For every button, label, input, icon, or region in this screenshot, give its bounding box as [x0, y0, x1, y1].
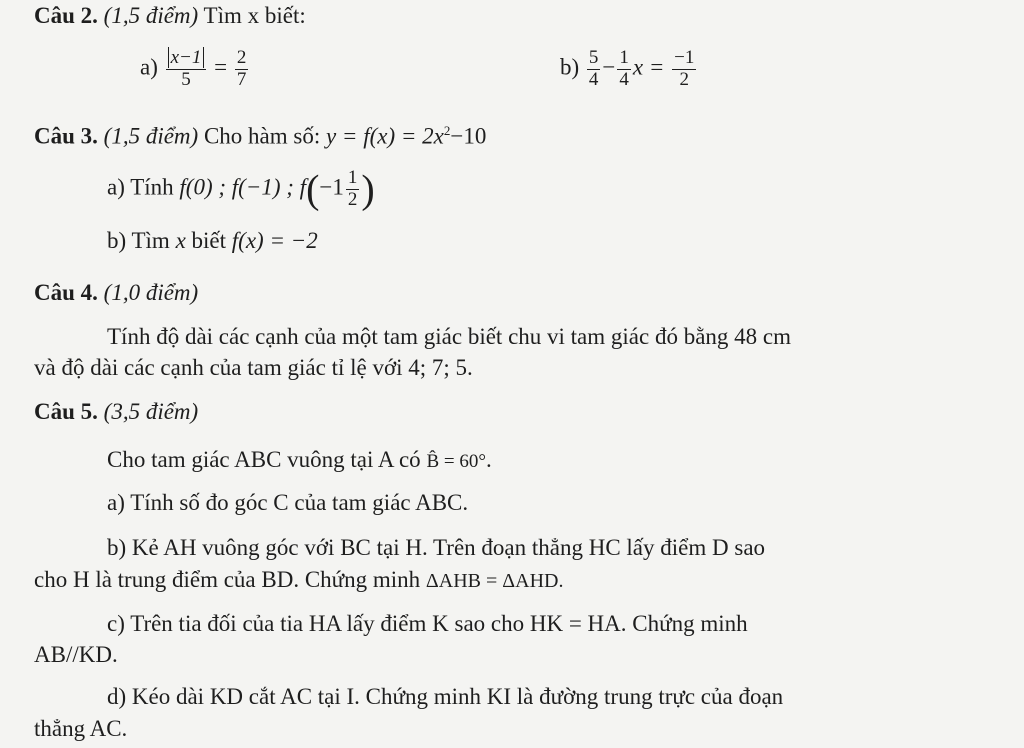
q2-b-rhs	[672, 48, 696, 91]
q5-b2	[34, 568, 563, 591]
q5-a: a) Tính số đo góc C của tam giác ABC.	[107, 490, 469, 515]
q2-prompt: Tìm x biết:	[203, 3, 306, 28]
q5-points: (3,5 điểm)	[103, 399, 199, 424]
q2-b-frac1	[587, 48, 601, 91]
q3-func: y = f(x) = 2x	[325, 123, 444, 149]
q4-heading	[34, 281, 198, 304]
q4-line2: và độ dài các cạnh của tam giác tỉ lệ với 4; 7; 5.	[34, 355, 473, 380]
q2-b-minus: −	[602, 54, 616, 80]
q3-prompt: Cho hàm số:	[203, 123, 321, 149]
q3-a-mixed-den: 2	[347, 188, 358, 210]
q5-d2: thẳng AC.	[34, 716, 128, 741]
q2-heading	[34, 4, 306, 27]
q2-title: Câu 2.	[34, 3, 98, 28]
q3-heading	[34, 124, 486, 148]
q3-part-b	[107, 229, 318, 252]
q3-part-a: a) Tính f(0) ; f(−1) ; f(−1 $\frac{1}{2}$ )	[107, 166, 375, 212]
q2-part-a	[140, 48, 250, 91]
q4-points: (1,0 điểm)	[103, 280, 199, 305]
q3-a-mixed-frac	[346, 168, 360, 211]
q3-a-label: a) Tính	[107, 174, 174, 200]
q5-b1: b) Kẻ AH vuông góc với BC tại H. Trên đoạn thẳng HC lấy điểm D sao	[107, 535, 766, 560]
q5-c1: c) Trên tia đối của tia HA lấy điểm K sao cho HK = HA. Chứng minh	[107, 611, 748, 636]
q3-func-tail: −10	[450, 123, 487, 149]
q2-b-f1den: 4	[588, 68, 599, 90]
q3-b-x: x	[175, 228, 186, 253]
q5-c2: AB//KD.	[34, 642, 118, 667]
q3-a-vals: f(0) ; f(−1) ; f	[179, 174, 307, 200]
q3-b-text: biết	[191, 228, 227, 253]
q2-a-abs: x−1	[168, 47, 205, 68]
q3-points: (1,5 điểm)	[103, 123, 199, 149]
q5-intro	[107, 448, 492, 471]
q5-heading	[34, 400, 198, 423]
q5-b2-text: cho H là trung điểm của BD. Chứng minh	[34, 567, 421, 592]
q2-b-frac2	[617, 48, 631, 91]
q4-title: Câu 4.	[34, 280, 98, 305]
q2-a-eq: =	[214, 54, 228, 80]
q2-b-label: b)	[560, 54, 580, 80]
q2-a-fraction	[166, 48, 207, 91]
q5-d1: d) Kéo dài KD cắt AC tại I. Chứng minh KI là đường trung trực của đoạn	[107, 684, 784, 709]
q5-intro-text: Cho tam giác ABC vuông tại A có	[107, 447, 421, 472]
q2-b-f1num: 5	[588, 47, 599, 68]
q2-b-f2num: 1	[619, 47, 629, 68]
q4-line1: Tính độ dài các cạnh của một tam giác biết chu vi tam giác đó bằng 48 cm	[107, 324, 792, 349]
q2-b-rnum: −1	[674, 47, 695, 68]
q3-exp: 2	[443, 123, 451, 138]
q3-title: Câu 3.	[34, 123, 98, 149]
q2-b-f2den: 4	[619, 68, 629, 90]
q2-b-rden: 2	[679, 68, 689, 90]
q5-intro-end: .	[485, 447, 492, 472]
q3-b-eq: f(x) = −2	[231, 228, 318, 253]
q2-a-den: 5	[181, 68, 191, 90]
q2-a-rden: 7	[236, 68, 247, 90]
q5-angle: B̂ = 60°	[426, 451, 486, 472]
q2-a-rnum: 2	[236, 47, 247, 68]
q5-b2-math: ΔAHB = ΔAHD.	[425, 570, 564, 592]
q3-a-mixed-whole: −1	[319, 174, 344, 200]
q2-part-b	[560, 48, 698, 91]
q3-a-mixed-num: 1	[347, 167, 358, 188]
q2-points: (1,5 điểm)	[103, 3, 199, 28]
q2-b-x: x =	[632, 54, 665, 80]
q2-a-label: a)	[140, 54, 158, 80]
q2-a-rhs	[235, 48, 249, 91]
q3-b-label: b) Tìm	[107, 228, 170, 253]
q5-title: Câu 5.	[34, 399, 98, 424]
